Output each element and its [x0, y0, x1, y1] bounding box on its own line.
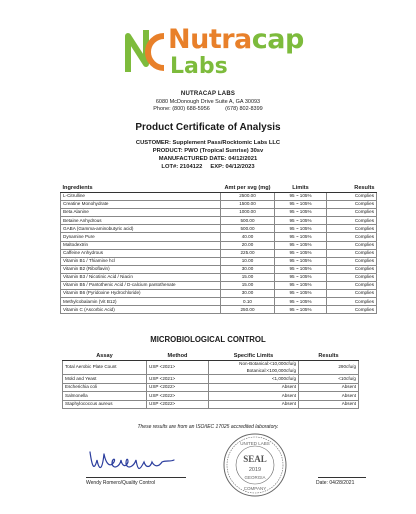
micro-result: <10cfu/g: [299, 375, 359, 384]
ingredient-name: L-Citrulline: [61, 193, 221, 201]
ingredient-amount: 10.00: [221, 257, 275, 265]
ingredient-result: Complies: [327, 241, 377, 249]
micro-limit-line: Botanical:<100,000cfu/g: [246, 367, 296, 373]
lot-exp-line: LOT#: 2104122 EXP: 04/12/2023: [161, 164, 255, 170]
ingredient-row: [61, 193, 377, 201]
ingredient-amount: 1500.00: [221, 201, 275, 209]
ingredient-name: Beta Alanine: [61, 209, 221, 217]
micro-result: Absent: [299, 392, 359, 401]
ingredient-result: Complies: [327, 298, 377, 306]
ingredient-name: Maltodextrin: [61, 241, 221, 249]
ingredient-result: Complies: [327, 217, 377, 225]
micro-limits: [209, 400, 299, 409]
ingredient-name: Vitamin B6 (Pyridoxine Hydrochloride): [61, 290, 221, 298]
header-amount: Amt per svg (mg): [221, 183, 275, 193]
ingredient-limit: 95 ~ 105%: [275, 209, 327, 217]
header-method: Method: [147, 351, 209, 361]
ingredient-name: Betaine Anhydrous: [61, 217, 221, 225]
micro-assay: Staphylococcus aureus: [63, 400, 147, 409]
ingredient-name: Methylcobalamin (Vit B12): [61, 298, 221, 306]
micro-result: Absent: [299, 383, 359, 392]
micro-row: [63, 375, 359, 384]
ingredient-row: [61, 225, 377, 233]
header-limits: Limits: [275, 183, 327, 193]
micro-assay: Mold and Yeast: [63, 375, 147, 384]
ingredient-row: [61, 306, 377, 314]
logo-word-part1: Nutra: [168, 24, 252, 55]
svg-text:COMPANY: COMPANY: [243, 486, 267, 491]
logo-word-part2: cap: [251, 24, 304, 55]
ingredient-amount: 2500.00: [221, 193, 275, 201]
ingredient-amount: 250.00: [221, 306, 275, 314]
ingredient-amount: 500.00: [221, 217, 275, 225]
svg-text:GEORGIA: GEORGIA: [244, 475, 266, 480]
micro-section-title: MICROBIOLOGICAL CONTROL: [150, 335, 266, 344]
micro-limits: [209, 383, 299, 392]
ingredient-row: [61, 298, 377, 306]
ingredient-amount: 0.10: [221, 298, 275, 306]
certificate-date: Date: 04/28/2021: [316, 480, 355, 486]
svg-text:2019: 2019: [248, 467, 262, 473]
ingredient-row: [61, 282, 377, 290]
ingredient-amount: 40.00: [221, 233, 275, 241]
ingredient-result: Complies: [327, 257, 377, 265]
ingredient-result: Complies: [327, 225, 377, 233]
company-seal-icon: [222, 432, 288, 498]
ingredient-limit: 95 ~ 105%: [275, 273, 327, 281]
nc-monogram-icon: [122, 22, 168, 80]
ingredient-result: Complies: [327, 306, 377, 314]
ingredient-row: [61, 265, 377, 273]
signer-name: Wendy Romero/Quality Control: [86, 480, 156, 486]
handwritten-signature: [86, 446, 176, 476]
ingredient-amount: 15.00: [221, 273, 275, 281]
document-title: Product Certificate of Analysis: [135, 122, 281, 133]
ingredient-row: [61, 209, 377, 217]
micro-row: [63, 400, 359, 409]
ingredient-name: Dynamine Pure: [61, 233, 221, 241]
ingredient-limit: 95 ~ 105%: [275, 298, 327, 306]
ingredient-name: Vitamin B2 (Riboflavin): [61, 265, 221, 273]
svg-text:UNITED LABS: UNITED LABS: [240, 441, 270, 446]
ingredient-row: [61, 249, 377, 257]
ingredient-result: Complies: [327, 249, 377, 257]
ingredient-row: [61, 273, 377, 281]
ingredient-limit: 95 ~ 105%: [275, 306, 327, 314]
ingredient-limit: 95 ~ 105%: [275, 257, 327, 265]
ingredient-name: Vitamin B3 / Nicotinic Acid / Niacin: [61, 273, 221, 281]
header-results: Results: [327, 183, 377, 193]
accreditation-footnote: These results are from an ISO/IEC 17025 accredited laboratory.: [137, 424, 279, 430]
micro-limit-line: Absent: [281, 384, 296, 389]
ingredient-row: [61, 290, 377, 298]
ingredient-amount: 30.00: [221, 290, 275, 298]
ingredient-amount: 15.00: [221, 282, 275, 290]
ingredient-limit: 95 ~ 105%: [275, 265, 327, 273]
ingredients-header-row: [61, 183, 377, 193]
micro-table: [62, 351, 359, 409]
ingredient-row: [61, 257, 377, 265]
ingredient-limit: 95 ~ 105%: [275, 282, 327, 290]
micro-limit-line: Absent: [281, 392, 296, 398]
nutracap-logo: [122, 22, 302, 80]
ingredient-result: Complies: [327, 209, 377, 217]
ingredient-limit: 95 ~ 105%: [275, 201, 327, 209]
company-phone: Phone: (800) 688-5956 (678) 802-8399: [153, 106, 263, 112]
ingredient-limit: 95 ~ 105%: [275, 290, 327, 298]
ingredient-limit: 95 ~ 105%: [275, 225, 327, 233]
company-name: NUTRACAP LABS: [180, 91, 236, 97]
ingredient-result: Complies: [327, 282, 377, 290]
micro-assay: Salmonella: [63, 392, 147, 401]
company-address: 6080 McDonough Drive Suite A, GA 30093: [155, 99, 261, 105]
micro-result: Absent: [299, 400, 359, 409]
ingredient-amount: 1000.00: [221, 209, 275, 217]
ingredient-limit: 95 ~ 105%: [275, 241, 327, 249]
ingredient-limit: 95 ~ 105%: [275, 217, 327, 225]
ingredient-name: Vitamin C (Ascorbic Acid): [61, 306, 221, 314]
ingredient-amount: 500.00: [221, 225, 275, 233]
ingredients-table: [60, 183, 377, 314]
ingredient-result: Complies: [327, 233, 377, 241]
micro-method: USP <2022>: [147, 392, 209, 401]
ingredient-row: [61, 233, 377, 241]
micro-assay: Total Aerobic Plate Count: [63, 361, 147, 375]
micro-row: [63, 361, 359, 375]
logo-wordmark: [168, 24, 304, 55]
ingredient-name: Vitamin B5 / Pantothenic Acid / D-calcium pantothenate: [61, 282, 221, 290]
ingredient-result: Complies: [327, 273, 377, 281]
ingredient-row: [61, 217, 377, 225]
micro-method: USP <2022>: [147, 400, 209, 409]
ingredient-amount: 30.00: [221, 265, 275, 273]
ingredient-name: Caffeine Anhydrous: [61, 249, 221, 257]
svg-text:SEAL: SEAL: [243, 454, 267, 464]
micro-assay: Escherichia coli: [63, 383, 147, 392]
micro-limits: [209, 392, 299, 401]
header-specific-limits: Specific Limits: [209, 351, 299, 361]
micro-limits: [209, 361, 299, 375]
micro-limit-line: <1,000cfu/g: [271, 375, 296, 381]
ingredient-amount: 225.00: [221, 249, 275, 257]
ingredient-row: [61, 241, 377, 249]
micro-header-row: [63, 351, 359, 361]
ingredient-name: Creatine Monohydrate: [61, 201, 221, 209]
ingredient-result: Complies: [327, 201, 377, 209]
logo-word-labs: Labs: [170, 54, 228, 79]
micro-limit-line: Non-Botanical:<10,000cfu/g: [239, 361, 296, 366]
micro-result: 290cfu/g: [299, 361, 359, 375]
date-line: [318, 477, 366, 478]
ingredient-amount: 20.00: [221, 241, 275, 249]
micro-method: USP <2021>: [147, 361, 209, 375]
ingredient-result: Complies: [327, 290, 377, 298]
ingredient-result: Complies: [327, 193, 377, 201]
ingredient-result: Complies: [327, 265, 377, 273]
ingredient-name: Vitamin B1 / Thiamine hcl: [61, 257, 221, 265]
micro-row: [63, 392, 359, 401]
micro-row: [63, 383, 359, 392]
micro-limits: [209, 375, 299, 384]
ingredient-name: GABA (Gamma-aminobutyric acid): [61, 225, 221, 233]
customer-line: CUSTOMER: Supplement Pass/Rocktomic Labs LLC: [135, 140, 281, 146]
micro-method: USP <2021>: [147, 375, 209, 384]
header-ingredients: Ingredients: [61, 183, 221, 193]
micro-limit-line: Absent: [281, 401, 296, 406]
signature-line: [86, 477, 186, 478]
header-micro-results: Results: [299, 351, 359, 361]
manufactured-date-line: MANUFACTURED DATE: 04/12/2021: [158, 156, 258, 162]
ingredient-row: [61, 201, 377, 209]
micro-method: USP <2022>: [147, 383, 209, 392]
ingredient-limit: 95 ~ 105%: [275, 233, 327, 241]
header-assay: Assay: [63, 351, 147, 361]
ingredient-limit: 95 ~ 105%: [275, 193, 327, 201]
ingredient-limit: 95 ~ 105%: [275, 249, 327, 257]
product-line: PRODUCT: PWO (Tropical Sunrise) 30sv: [152, 148, 264, 154]
